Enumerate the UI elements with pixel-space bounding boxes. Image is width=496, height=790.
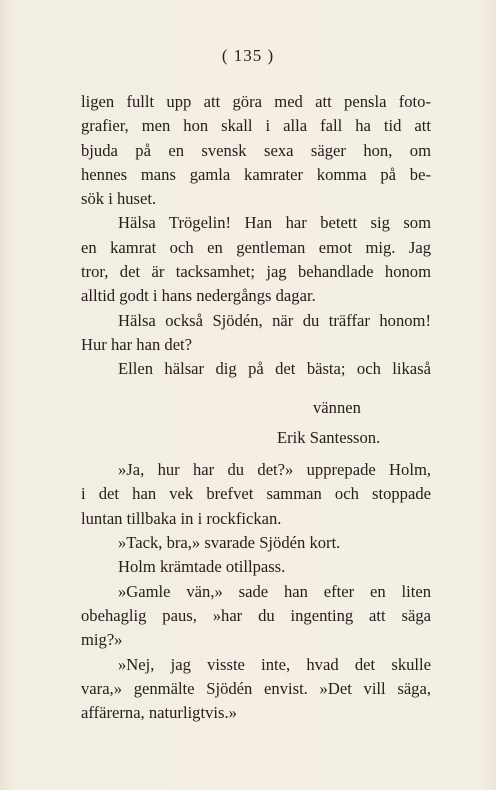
letter-closing: vännen — [313, 397, 361, 417]
text-line: Hur har han det? — [81, 334, 193, 354]
text-line: ligen fullt upp att göra med att pensla foto- — [81, 92, 431, 111]
text-line: en kamrat och en gentleman emot mig. Jag — [81, 237, 431, 257]
text-line: obehaglig paus, »har du ingenting att säga — [81, 605, 431, 625]
text-line: »Nej, jag visste inte, hvad det skulle — [118, 654, 431, 674]
text-line: grafier, men hon skall i alla fall ha tid att — [81, 116, 431, 136]
text-line: »Tack, bra,» svarade Sjödén kort. — [118, 533, 341, 553]
text-line: sök i huset. — [81, 189, 157, 209]
text-line: luntan tillbaka in i rockfickan. — [81, 508, 282, 528]
text-line: Hälsa också Sjödén, när du träffar honom! — [118, 310, 431, 330]
text-line: tror, det är tacksamhet; jag behandlade honom — [81, 262, 431, 282]
text-line: alltid godt i hans nedergångs dagar. — [81, 286, 316, 306]
page-number: ( 135 ) — [221, 46, 275, 65]
page-body-text — [81, 90, 431, 725]
text-line: i det han vek brefvet samman och stoppade — [81, 484, 431, 504]
text-line: »Ja, hur har du det?» upprepade Holm, — [118, 460, 431, 480]
text-line: mig?» — [81, 630, 123, 650]
text-line: hennes mans gamla kamrater komma på be- — [81, 164, 431, 184]
letter-signature: Erik Santesson. — [277, 427, 381, 447]
text-line: vara,» genmälte Sjödén envist. »Det vill säga, — [81, 678, 431, 698]
text-line: bjuda på en svensk sexa säger hon, om — [81, 140, 431, 160]
text-line: affärerna, naturligtvis.» — [81, 703, 237, 723]
text-line: Holm krämtade otillpass. — [118, 557, 286, 577]
text-line: »Gamle vän,» sade han efter en liten — [118, 581, 431, 601]
text-line: Ellen hälsar dig på det bästa; och likaså — [118, 359, 431, 379]
text-line: Hälsa Trögelin! Han har betett sig som — [118, 213, 431, 233]
